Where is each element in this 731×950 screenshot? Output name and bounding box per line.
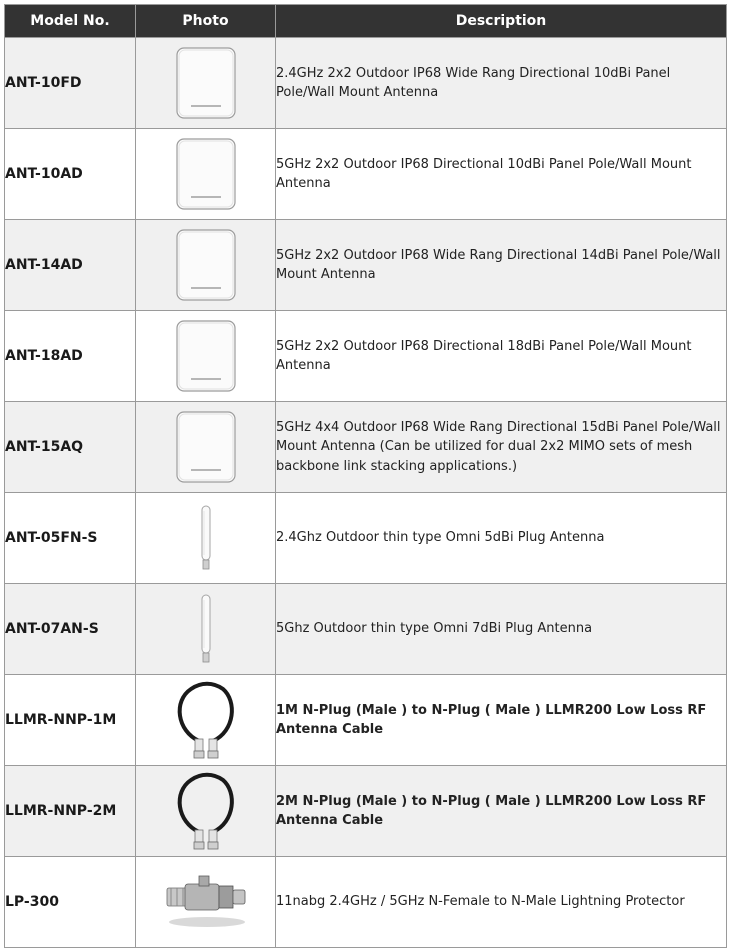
product-description: 1M N-Plug (Male ) to N-Plug ( Male ) LLMR200 Low Loss RF Antenna Cable <box>276 675 727 766</box>
model-number: ANT-15AQ <box>5 402 136 493</box>
model-number: ANT-10FD <box>5 38 136 129</box>
product-description: 5GHz 4x4 Outdoor IP68 Wide Rang Directional 15dBi Panel Pole/Wall Mount Antenna (Can be utilized for dual 2x2 MIMO sets of mesh backbone link stacking applications.) <box>276 402 727 493</box>
product-description: 5GHz 2x2 Outdoor IP68 Wide Rang Directional 14dBi Panel Pole/Wall Mount Antenna <box>276 220 727 311</box>
product-photo <box>136 220 276 311</box>
model-number: LLMR-NNP-1M <box>5 675 136 766</box>
table-row <box>5 493 727 584</box>
product-description: 2.4Ghz Outdoor thin type Omni 5dBi Plug Antenna <box>276 493 727 584</box>
panel-antenna-icon <box>175 46 237 120</box>
product-photo <box>136 38 276 129</box>
table-row <box>5 584 727 675</box>
table-header-row <box>5 5 727 38</box>
product-photo <box>136 857 276 948</box>
product-description: 2M N-Plug (Male ) to N-Plug ( Male ) LLMR200 Low Loss RF Antenna Cable <box>276 766 727 857</box>
lightning-protector-icon <box>161 874 251 930</box>
omni-antenna-icon <box>198 594 214 664</box>
table-row <box>5 38 727 129</box>
product-description: 5GHz 2x2 Outdoor IP68 Directional 18dBi Panel Pole/Wall Mount Antenna <box>276 311 727 402</box>
product-description: 5Ghz Outdoor thin type Omni 7dBi Plug Antenna <box>276 584 727 675</box>
model-number: LP-300 <box>5 857 136 948</box>
column-header-description: Description <box>276 5 727 38</box>
table-row <box>5 129 727 220</box>
table-row <box>5 402 727 493</box>
product-photo <box>136 584 276 675</box>
column-header-model: Model No. <box>5 5 136 38</box>
table-row <box>5 766 727 857</box>
panel-antenna-icon <box>175 319 237 393</box>
model-number: ANT-05FN-S <box>5 493 136 584</box>
coax-cable-icon <box>171 679 241 761</box>
product-description: 11nabg 2.4GHz / 5GHz N-Female to N-Male Lightning Protector <box>276 857 727 948</box>
model-number: ANT-07AN-S <box>5 584 136 675</box>
omni-antenna-icon <box>198 505 214 571</box>
product-photo <box>136 766 276 857</box>
model-number: ANT-18AD <box>5 311 136 402</box>
table-row <box>5 675 727 766</box>
panel-antenna-icon <box>175 137 237 211</box>
product-photo <box>136 129 276 220</box>
product-description: 2.4GHz 2x2 Outdoor IP68 Wide Rang Directional 10dBi Panel Pole/Wall Mount Antenna <box>276 38 727 129</box>
product-photo <box>136 402 276 493</box>
panel-antenna-icon <box>175 228 237 302</box>
product-photo <box>136 493 276 584</box>
panel-antenna-icon <box>175 410 237 484</box>
product-description: 5GHz 2x2 Outdoor IP68 Directional 10dBi Panel Pole/Wall Mount Antenna <box>276 129 727 220</box>
coax-cable-icon <box>171 770 241 852</box>
model-number: LLMR-NNP-2M <box>5 766 136 857</box>
model-number: ANT-10AD <box>5 129 136 220</box>
table-row <box>5 311 727 402</box>
column-header-photo: Photo <box>136 5 276 38</box>
table-row <box>5 857 727 948</box>
product-table <box>4 4 727 948</box>
product-photo <box>136 675 276 766</box>
table-row <box>5 220 727 311</box>
product-photo <box>136 311 276 402</box>
model-number: ANT-14AD <box>5 220 136 311</box>
